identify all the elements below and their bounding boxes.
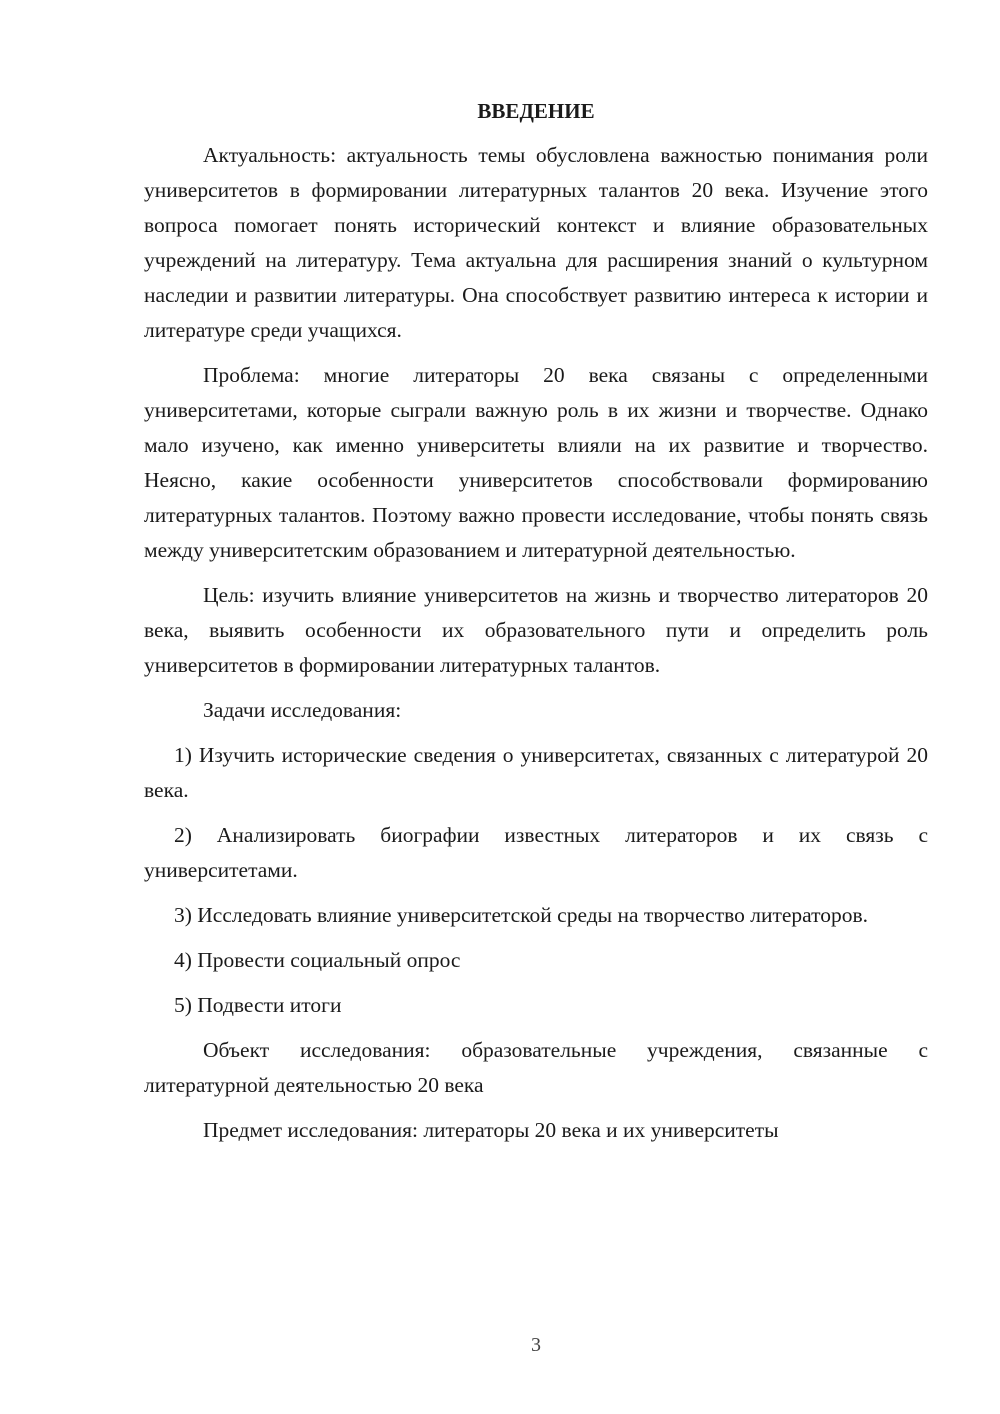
task-item: 1) Изучить исторические сведения о университетах, связанных с литературой 20 века. (144, 743, 928, 802)
task-item: 4) Провести социальный опрос (174, 948, 461, 972)
problem-paragraph: Проблема: многие литераторы 20 века связаны с определенными университетами, которые сыграли важную роль в их жизни и творчестве. Однако мало изучено, как именно университеты влияли на их развитие и творчество. Неясно, какие особенности университетов способствовали формированию литературных талантов. Поэтому важно провести исследование, чтобы понять связь между университетским образованием и литературной деятельностью. (144, 363, 928, 562)
tasks-label: Задачи исследования: (203, 698, 402, 722)
relevance-paragraph: Актуальность: актуальность темы обусловлена важностью понимания роли университетов в формировании литературных талантов 20 века. Изучение этого вопроса помогает понять исторический контекст и влияние образовательных учреждений на литературу. Тема актуальна для расширения знаний о культурном наследии и развитии литературы. Она способствует развитию интереса к истории и литературе среди учащихся. (144, 143, 928, 342)
task-item: 3) Исследовать влияние университетской среды на творчество литераторов. (174, 903, 869, 927)
object-paragraph: Объект исследования: образовательные учреждения, связанные с литературной деятельностью 20 века (144, 1038, 928, 1097)
page-content (144, 96, 928, 1158)
subject-paragraph: Предмет исследования: литераторы 20 века и их университеты (203, 1118, 779, 1142)
section-heading: ВВЕДЕНИЕ (477, 99, 595, 123)
task-item: 2) Анализировать биографии известных литераторов и их связь с университетами. (144, 823, 928, 882)
task-item: 5) Подвести итоги (174, 993, 342, 1017)
page-number: 3 (531, 1334, 541, 1356)
goal-paragraph: Цель: изучить влияние университетов на жизнь и творчество литераторов 20 века, выявить особенности их образовательного пути и определить роль университетов в формировании литературных талантов. (144, 583, 928, 677)
